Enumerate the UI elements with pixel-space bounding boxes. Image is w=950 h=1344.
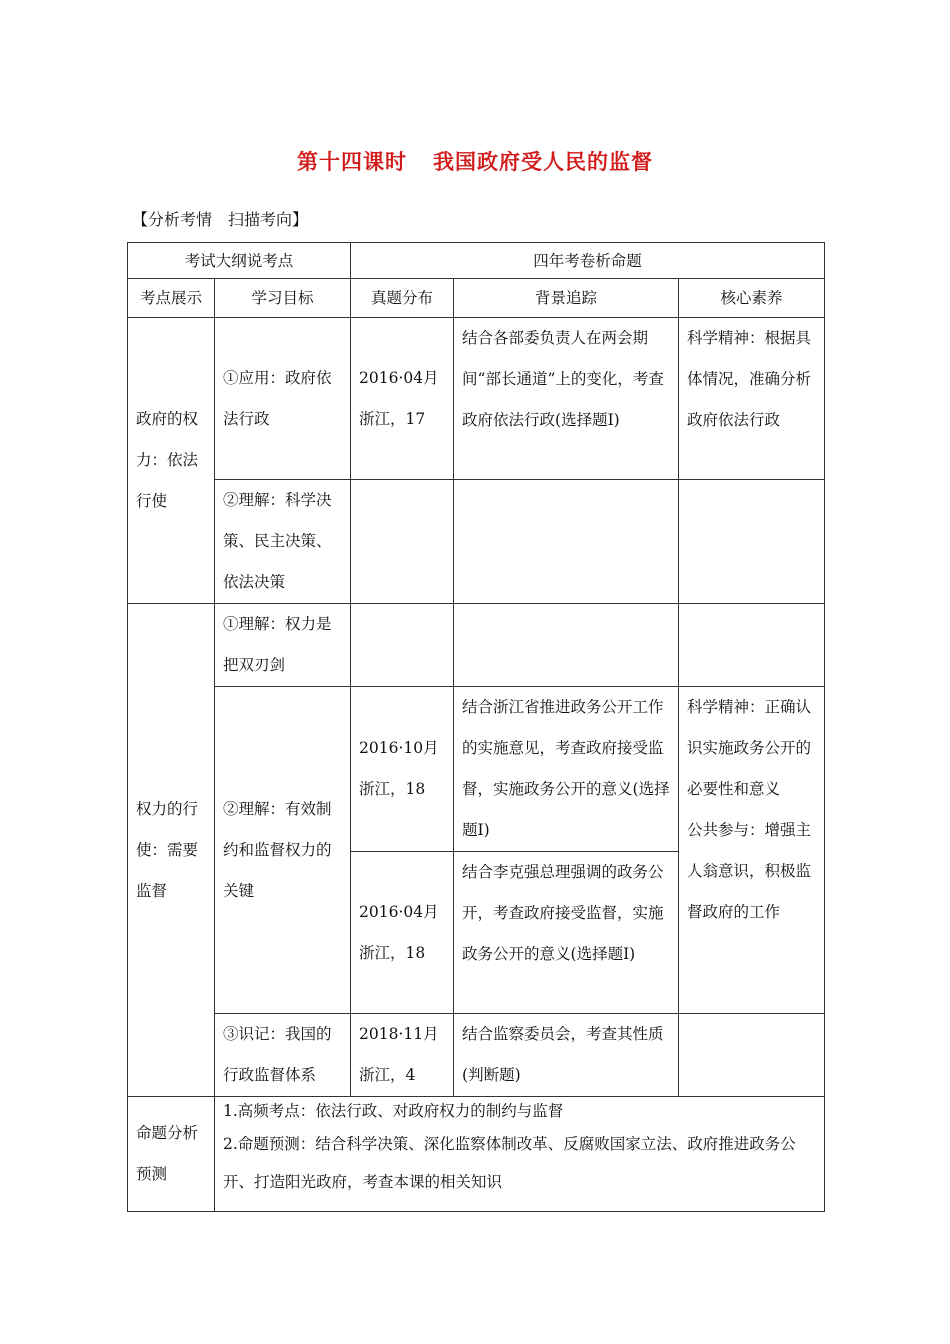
topic2-goal-1: ①理解：权力是把双刃剑 (215, 604, 351, 687)
topic2-background-2: 结合李克强总理强调的政务公开，考查政府接受监督，实施政务公开的意义(选择题Ⅰ) (454, 852, 679, 1014)
core-science-spirit: 科学精神：正确认识实施政务公开的必要性和意义 (687, 698, 812, 798)
topic2-distribution-2: 2016·04月浙江，18 (351, 852, 454, 1014)
title-part-1: 第十四课时 (297, 150, 407, 174)
col-header-topic: 考点展示 (128, 279, 215, 318)
empty-cell (679, 480, 825, 604)
empty-cell (351, 480, 454, 604)
section-header: 【分析考情 扫描考向】 (132, 210, 309, 229)
topic2-distribution-1: 2016·10月浙江，18 (351, 687, 454, 852)
col-header-core: 核心素养 (679, 279, 825, 318)
topic2-background-3: 结合监察委员会，考查其性质(判断题) (454, 1014, 679, 1097)
forecast-label: 命题分析预测 (128, 1097, 215, 1212)
topic2-core-1 (679, 687, 825, 1014)
empty-cell (351, 604, 454, 687)
empty-cell (454, 480, 679, 604)
group-header-exams: 四年考卷析命题 (351, 243, 825, 279)
col-header-background: 背景追踪 (454, 279, 679, 318)
forecast-item-2: 2.命题预测：结合科学决策、深化监察体制改革、反腐败国家立法、政府推进政务公开、打造阳光政府，考查本课的相关知识 (223, 1135, 796, 1191)
topic1-goal-2: ②理解：科学决策、民主决策、依法决策 (215, 480, 351, 604)
col-header-goal: 学习目标 (215, 279, 351, 318)
title-part-2: 我国政府受人民的监督 (433, 150, 653, 174)
exam-analysis-table (127, 242, 825, 1212)
empty-cell (679, 604, 825, 687)
forecast-content (215, 1097, 825, 1212)
page-title (0, 146, 950, 176)
topic2-distribution-3: 2018·11月浙江，4 (351, 1014, 454, 1097)
topic2-background-1: 结合浙江省推进政务公开工作的实施意见，考查政府接受监督，实施政务公开的意义(选择题Ⅰ) (454, 687, 679, 852)
topic-2: 权力的行使：需要监督 (128, 604, 215, 1097)
empty-cell (679, 1014, 825, 1097)
topic1-background-1: 结合各部委负责人在两会期间“部长通道”上的变化，考查政府依法行政(选择题Ⅰ) (454, 318, 679, 480)
topic1-core-1: 科学精神：根据具体情况，准确分析政府依法行政 (679, 318, 825, 480)
forecast-item-1: 1.高频考点：依法行政、对政府权力的制约与监督 (223, 1102, 564, 1120)
core-public-participation: 公共参与：增强主人翁意识，积极监督政府的工作 (687, 821, 812, 921)
topic2-goal-2: ②理解：有效制约和监督权力的关键 (215, 687, 351, 1014)
topic1-goal-1: ①应用：政府依法行政 (215, 318, 351, 480)
col-header-distribution: 真题分布 (351, 279, 454, 318)
topic1-distribution-1: 2016·04月浙江，17 (351, 318, 454, 480)
topic2-goal-3: ③识记：我国的行政监督体系 (215, 1014, 351, 1097)
empty-cell (454, 604, 679, 687)
topic-1: 政府的权力：依法行使 (128, 318, 215, 604)
group-header-outline: 考试大纲说考点 (128, 243, 351, 279)
